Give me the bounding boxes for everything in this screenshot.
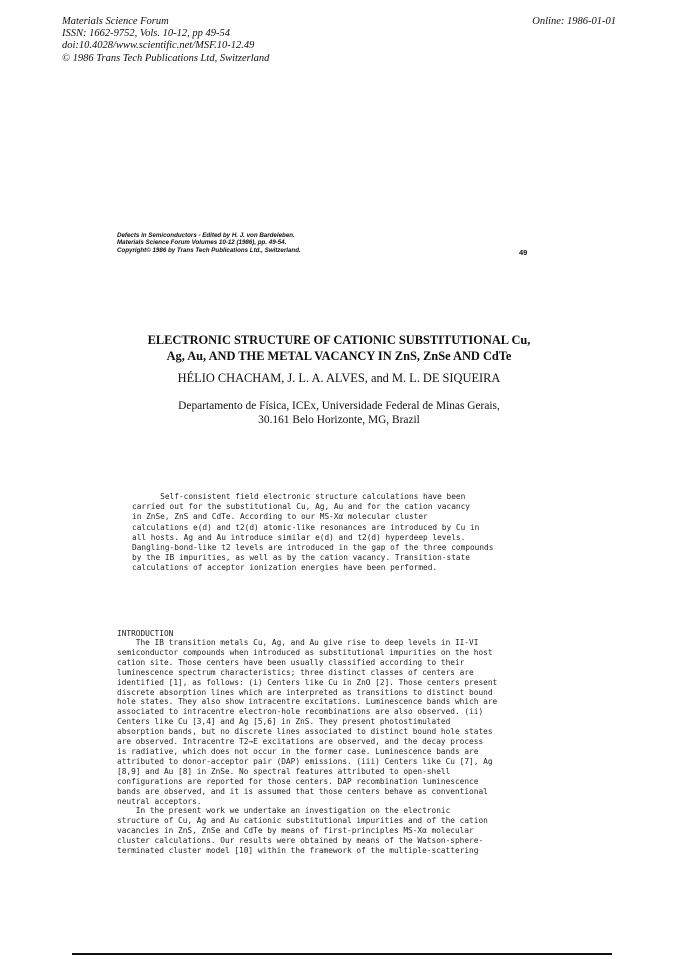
- body-line: structure of Cu, Ag and Au cationic substitutional impurities and of the cation: [117, 816, 488, 826]
- abstract: [132, 492, 493, 574]
- affiliation-line: 30.161 Belo Horizonte, MG, Brazil: [258, 414, 420, 426]
- section-heading-introduction: INTRODUCTION: [117, 629, 174, 638]
- body-line: vacancies in ZnS, ZnSe and CdTe by means of first-principles MS-Xα molecular: [117, 826, 474, 836]
- abstract-line: Dangling-bond-like t2 levels are introduced in the gap of the three compounds: [132, 543, 494, 553]
- abstract-line: by the IB impurities, as well as by the cation vacancy. Transition-state: [132, 553, 470, 563]
- abstract-line: calculations e(d) and t2(d) atomic-like resonances are introduced by Cu in: [132, 522, 480, 532]
- body-line: In the present work we undertake an investigation on the electronic: [117, 806, 451, 816]
- body-line: are observed. Intracentre T2→E excitations are observed, and the decay process: [117, 737, 484, 747]
- volume-info-line: Defects in Semiconductors - Edited by H. J. von Bardeleben.: [117, 232, 295, 239]
- body-line: cation site. Those centers have been usually classified according to their: [117, 657, 465, 667]
- title-line: Ag, Au, AND THE METAL VACANCY IN ZnS, ZnSe AND CdTe: [166, 348, 512, 363]
- body-line: semiconductor compounds when introduced as substitutional impurities on the host: [117, 647, 493, 657]
- body-line: attributed to donor-acceptor pair (DAP) emissions. (iii) Centers like Cu [7], Ag: [117, 756, 493, 766]
- body-line: [8,9] and Au [8] in ZnSe. No spectral features attributed to open-shell: [117, 766, 451, 776]
- body-line: The IB transition metals Cu, Ag, and Au give rise to deep levels in II-VI: [117, 638, 479, 647]
- page-number: 49: [519, 248, 528, 257]
- body-line: associated to intracentre electron-hole recombinations are also observed. (ii): [117, 707, 484, 717]
- journal-name: Materials Science Forum: [62, 16, 169, 27]
- copyright-line: © 1986 Trans Tech Publications Ltd, Switzerland: [62, 52, 270, 64]
- body-line: bands are observed, and it is assumed that those centers behave as conventional: [117, 786, 488, 796]
- body-line: hole states. They also show intracentre excitations. Luminescence bands which are: [117, 697, 498, 707]
- body-line: Centers like Cu [3,4] and Ag [5,6] in ZnS. They present photostimulated: [117, 717, 451, 727]
- affiliation: [100, 399, 578, 427]
- volume-info: [117, 232, 301, 254]
- body-line: luminescence spectrum characteristics; three distinct classes of centers are: [117, 667, 474, 677]
- paper-title: [100, 333, 578, 364]
- authors: HÉLIO CHACHAM, J. L. A. ALVES, and M. L. DE SIQUEIRA: [177, 371, 501, 385]
- online-date: Online: 1986-01-01: [532, 16, 616, 27]
- abstract-line: in ZnSe, ZnS and CdTe. According to our MS-Xα molecular cluster: [132, 512, 428, 522]
- body-line: identified [1], as follows: (i) Centers like Cu in ZnO [2]. Those centers present: [117, 677, 498, 687]
- volume-info-line: Copyright© 1986 by Trans Tech Publications Ltd., Switzerland.: [117, 246, 301, 254]
- body-line: configurations are reported for those centers. DAP recombination luminescence: [117, 776, 479, 786]
- abstract-line: Self-consistent field electronic structure calculations have been: [132, 492, 466, 501]
- issn-line: ISSN: 1662-9752, Vols. 10-12, pp 49-54: [62, 28, 230, 40]
- body-line: discrete absorption lines which are interpreted as transitions to distinct bound: [117, 687, 493, 697]
- journal-citation: [62, 16, 269, 65]
- doi-line: doi:10.4028/www.scientific.net/MSF.10-12.49: [62, 40, 255, 52]
- affiliation-line: Departamento de Física, ICEx, Universidade Federal de Minas Gerais,: [178, 400, 500, 412]
- bottom-rule: [72, 953, 612, 955]
- introduction-body: [117, 638, 497, 856]
- abstract-line: all hosts. Ag and Au introduce similar e(d) and t2(d) hyperdeep levels.: [132, 532, 466, 542]
- body-line: neutral acceptors.: [117, 796, 202, 806]
- abstract-line: carried out for the substitutional Cu, Ag, Au and for the cation vacancy: [132, 502, 470, 512]
- abstract-line: calculations of acceptor ionization energies have been performed.: [132, 563, 438, 573]
- body-line: absorption bands, but no discrete lines associated to distinct bound hole states: [117, 727, 493, 737]
- title-line: ELECTRONIC STRUCTURE OF CATIONIC SUBSTITUTIONAL Cu,: [147, 333, 531, 347]
- volume-info-line: Materials Science Forum Volumes 10-12 (1986), pp. 49-54.: [117, 239, 287, 247]
- body-line: cluster calculations. Our results were obtained by means of the Watson-sphere-: [117, 836, 484, 846]
- body-line: is radiative, which does not occur in the former case. Luminescence bands are: [117, 746, 479, 756]
- body-line: terminated cluster model [10] within the framework of the multiple-scattering: [117, 846, 479, 856]
